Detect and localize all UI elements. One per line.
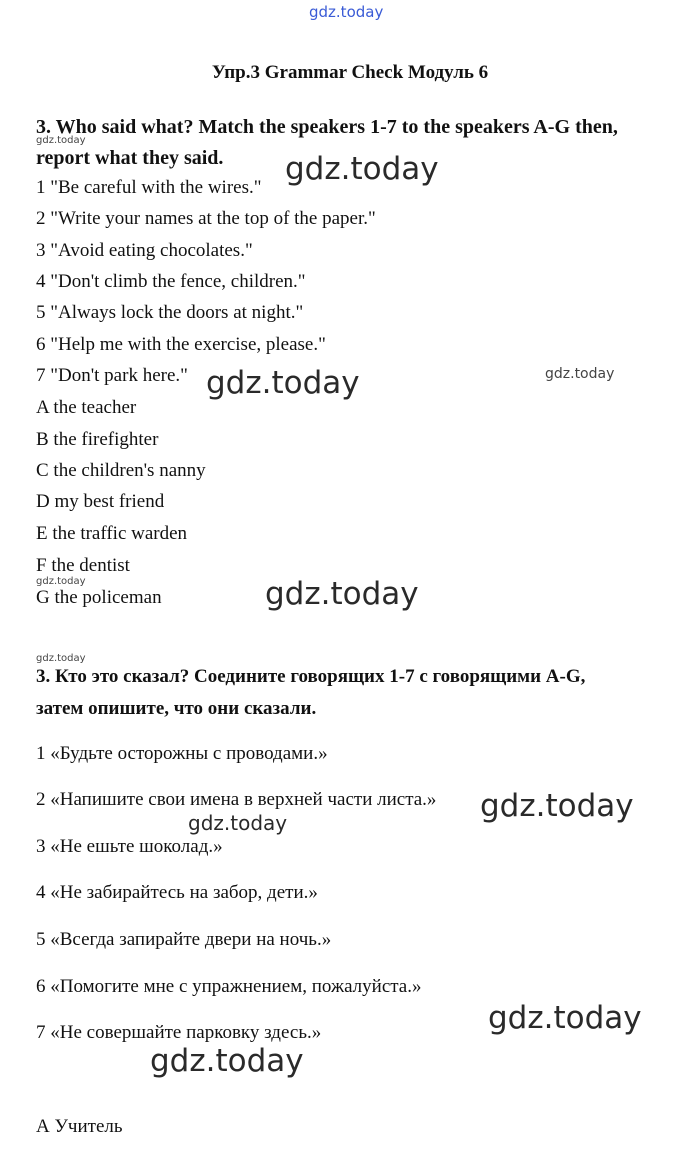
russian-heading-line1: 3. Кто это сказал? Соедините говорящих 1-7 с говорящими A-G, xyxy=(36,666,586,687)
russian-item: 1 «Будьте осторожны с проводами.» xyxy=(36,743,328,764)
english-heading-line1: 3. Who said what? Match the speakers 1-7 to the speakers A-G then, xyxy=(36,116,618,138)
page-title: Упр.3 Grammar Check Модуль 6 xyxy=(211,62,489,83)
english-item: 3 "Avoid eating chocolates." xyxy=(36,240,253,261)
watermark-large: gdz.today xyxy=(488,1000,642,1036)
english-speaker: A the teacher xyxy=(36,397,137,418)
watermark-large: gdz.today xyxy=(150,1043,304,1079)
watermark-small: gdz.today xyxy=(545,366,615,382)
english-speaker: C the children's nanny xyxy=(36,460,206,481)
english-item: 1 "Be careful with the wires." xyxy=(36,177,262,198)
russian-item: 4 «Не забирайтесь на забор, дети.» xyxy=(36,882,318,903)
english-item: 2 "Write your names at the top of the paper." xyxy=(36,208,376,229)
english-heading-line2: report what they said. xyxy=(36,147,224,169)
watermark-small: gdz.today xyxy=(36,653,86,664)
russian-item: 6 «Помогите мне с упражнением, пожалуйста.» xyxy=(36,976,422,997)
russian-speaker: А Учитель xyxy=(36,1116,123,1137)
english-item: 5 "Always lock the doors at night." xyxy=(36,302,304,323)
english-speaker: D my best friend xyxy=(36,491,165,512)
english-item: 7 "Don't park here." xyxy=(36,365,188,386)
russian-item: 7 «Не совершайте парковку здесь.» xyxy=(36,1022,322,1043)
watermark-large: gdz.today xyxy=(480,788,634,824)
english-speaker: G the policeman xyxy=(36,587,162,608)
watermark-small: gdz.today xyxy=(36,576,86,587)
english-speaker: B the firefighter xyxy=(36,429,159,450)
english-item: 6 "Help me with the exercise, please." xyxy=(36,334,326,355)
english-item: 4 "Don't climb the fence, children." xyxy=(36,271,306,292)
russian-item: 5 «Всегда запирайте двери на ночь.» xyxy=(36,929,332,950)
watermark-large: gdz.today xyxy=(206,365,360,401)
watermark-medium: gdz.today xyxy=(188,811,288,835)
russian-heading-line2: затем опишите, что они сказали. xyxy=(36,698,317,719)
russian-item: 2 «Напишите свои имена в верхней части листа.» xyxy=(36,789,437,810)
english-speaker: E the traffic warden xyxy=(36,523,188,544)
watermark-small: gdz.today xyxy=(36,135,86,146)
watermark-large: gdz.today xyxy=(265,576,419,612)
russian-item: 3 «Не ешьте шоколад.» xyxy=(36,836,223,857)
watermark-large: gdz.today xyxy=(285,151,439,187)
english-speaker: F the dentist xyxy=(36,555,130,576)
watermark-top: gdz.today xyxy=(309,3,384,21)
